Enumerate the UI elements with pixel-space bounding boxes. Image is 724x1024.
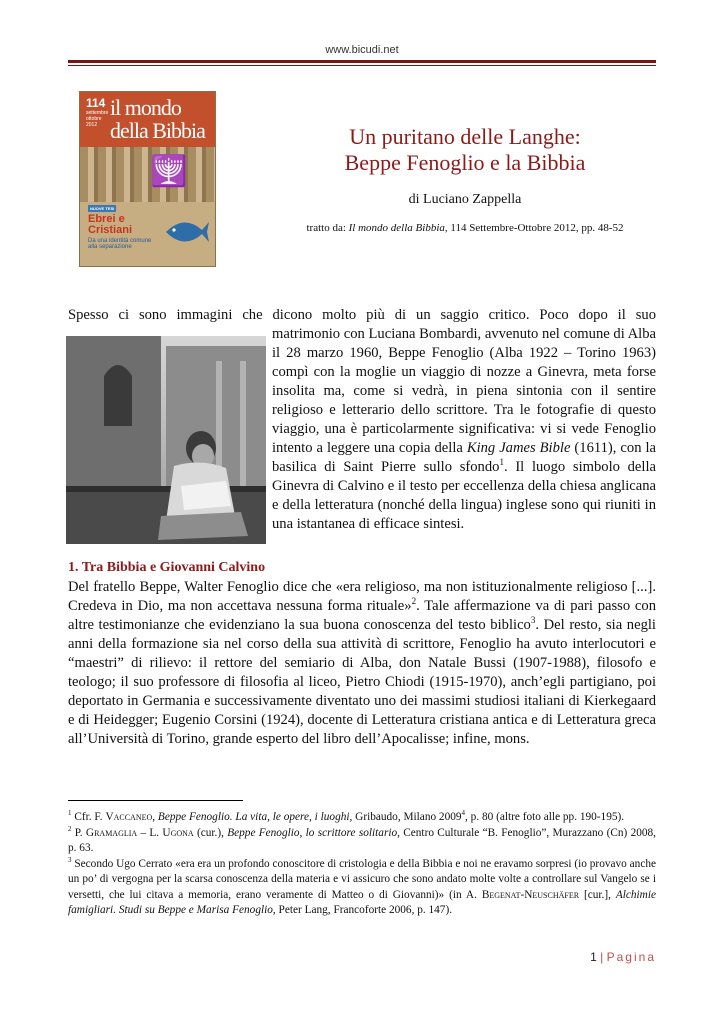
fn2-title: Beppe Fenoglio, lo scrittore solitario (227, 826, 398, 839)
intro-paragraph (272, 325, 656, 534)
intro-first-line: Spesso ci sono immagini che dicono molto più di un saggio critico. Poco dopo il suo (68, 307, 656, 323)
header-url: www.bicudi.net (325, 44, 399, 56)
fn1-a: Cfr. F. (71, 811, 106, 823)
header-rule (68, 60, 656, 63)
section-text-c: . Del resto, sia negli anni della formazione sia nel corso della sua attività di scrittore, Fenoglio ha avuto interlocutori e “maestri” di rilievo: il rettore del semiario di Alba, don Natale Bussi (1907-1988), filosofo e teologo; il suo professore di filosofia al liceo, Pietro Chiodi (1915-1970), anch’egli partigiano, poi deportato in Germania e successivamente diventato uno dei massimi studiosi italiani di Kierkegaard e di Heidegger; Eugenio Corsini (1924), docente di Letteratura cristiana antica e di Letteratura greca all’Università di Torino, grande esperto del libro dell’Apocalisse; infine, mons. (68, 617, 656, 747)
cover-stone-carving (80, 147, 215, 202)
fish-icon (164, 212, 210, 252)
intro-text-c: . Il luogo simbolo della Ginevra di Calvino e il testo per eccellenza della chiesa anglicana e della letteratura (nonché della lingua) inglese sono qui riuniti in una istantanea di efficace sintesi. (272, 459, 657, 532)
cover-headline-line1: Ebrei e (88, 213, 125, 225)
fn1-author: Vaccaneo (105, 811, 153, 823)
fenoglio-reading-photo (66, 336, 266, 544)
footnote-1 (68, 810, 656, 826)
page-footer (540, 950, 656, 964)
photo-graphic (66, 336, 266, 544)
page-label: Pagina (606, 950, 656, 964)
footnote-2 (68, 826, 656, 857)
section-text-a: Del fratello Beppe, Walter Fenoglio dice che «era religioso, ma non istituzionalmente religioso [...]. Credeva in Dio, ma non accettava nessuna forma rituale» (68, 579, 656, 614)
fn2-a: P. (71, 826, 86, 839)
fn3-b: , Peter Lang, Francoforte 2006, p. 147). (272, 904, 453, 916)
fn2-b: , Centro Culturale “B. Fenoglio”, Murazzano (Cn) 2008, p. 63. (68, 826, 656, 854)
source-magazine: Il mondo della Bibbia (348, 222, 445, 234)
page-separator: | (600, 950, 604, 964)
footnote-ref-3[interactable]: 3 (530, 615, 536, 626)
article-title-line2: Beppe Fenoglio e la Bibbia (344, 150, 586, 175)
fn1-edition: 4 (461, 809, 466, 818)
cover-title-line1: il mondo (110, 95, 181, 120)
header-rule-thin (68, 65, 656, 66)
section-text-b: . Tale affermazione va di pari passo con altre testimonianze che evidenziano la sua buona conoscenza del testo biblico (68, 598, 656, 633)
fn2-mid: – L. (137, 826, 163, 839)
fn2-author2: Ugona (162, 826, 194, 839)
cover-tag: NUOVE TESI (90, 206, 115, 211)
fn3-cur: [cur.], (579, 888, 616, 901)
footnote-ref-2[interactable]: 2 (411, 596, 417, 607)
section-heading: 1. Tra Bibbia e Giovanni Calvino (68, 560, 266, 575)
article-byline: di Luciano Zappella (408, 192, 522, 207)
source-prefix: tratto da: (306, 222, 349, 234)
fn1-b: , Gribaudo, Milano 2009 (349, 811, 462, 823)
fn1-sep: , (152, 811, 158, 823)
fn1-title: Beppe Fenoglio. La vita, le opere, i luoghi (157, 811, 350, 823)
page-number: 1 (590, 950, 597, 964)
intro-text-b: (1611), con la basilica di Saint Pierre sullo sfondo (272, 440, 656, 475)
footnote-2-num: 2 (68, 824, 72, 833)
menorah-icon: 🕎 (150, 155, 188, 188)
fn2-author1: Gramaglia (85, 826, 138, 839)
fn3-title: Alchimie famigliari. Studi su Beppe e Marisa Fenoglio (68, 888, 656, 916)
fn3-author: Begenat-Neuschäfer (481, 888, 580, 901)
cover-headline-sub: Da una identità comune alla separazione (88, 238, 152, 250)
magazine-cover-image (80, 92, 215, 266)
footnote-1-num: 1 (68, 809, 72, 818)
cover-headline-line2: Cristiani (88, 224, 133, 236)
section-paragraph (68, 578, 656, 749)
footnotes (68, 810, 656, 919)
fn1-c: , p. 80 (altre foto alle pp. 190-195). (465, 811, 625, 823)
fn2-cur: (cur.), (193, 826, 228, 839)
article-title-line1: Un puritano delle Langhe: (349, 124, 581, 149)
intro-king-james: King James Bible (466, 440, 571, 456)
cover-headline (88, 214, 132, 236)
fn3-a: Secondo Ugo Cerrato «era era un profondo conoscitore di cristologia e della Bibbia e noi ne eravamo sorpresi (io provavo anche un po’ di vergogna per la scarsa conoscenza della materia e vi assicuro che sono andato molte volte a controllare sul Vangelo se i versetti, che lui citava a memoria, erano veramente di Matteo o di Giovanni)» (in A. (68, 857, 656, 901)
cover-issue-date: settembre ottobre 2012 (86, 110, 109, 128)
footnote-3 (68, 857, 656, 919)
footnote-separator (68, 800, 243, 801)
footnote-3-num: 3 (68, 855, 72, 864)
article-source (240, 222, 690, 234)
footnote-ref-1[interactable]: 1 (499, 457, 504, 468)
intro-text-a: matrimonio con Luciana Bombardi, avvenuto nel comune di Alba il 28 marzo 1960, Beppe Fenoglio (Alba 1922 – Torino 1963) compì con la moglie un viaggio di nozze a Ginevra, meta forse insolita ma, come si vedrà, in piena sintonia con il sentire religioso e letterario dello scrittore. Tra le fotografie di questo viaggio, una è particolarmente significativa: vi si vede Fenoglio intento a leggere una copia della (272, 326, 656, 456)
cover-issue-number: 114 (86, 96, 106, 110)
source-suffix: , 114 Settembre-Ottobre 2012, pp. 48-52 (444, 222, 624, 234)
cover-title-line2: della Bibbia (110, 118, 205, 143)
